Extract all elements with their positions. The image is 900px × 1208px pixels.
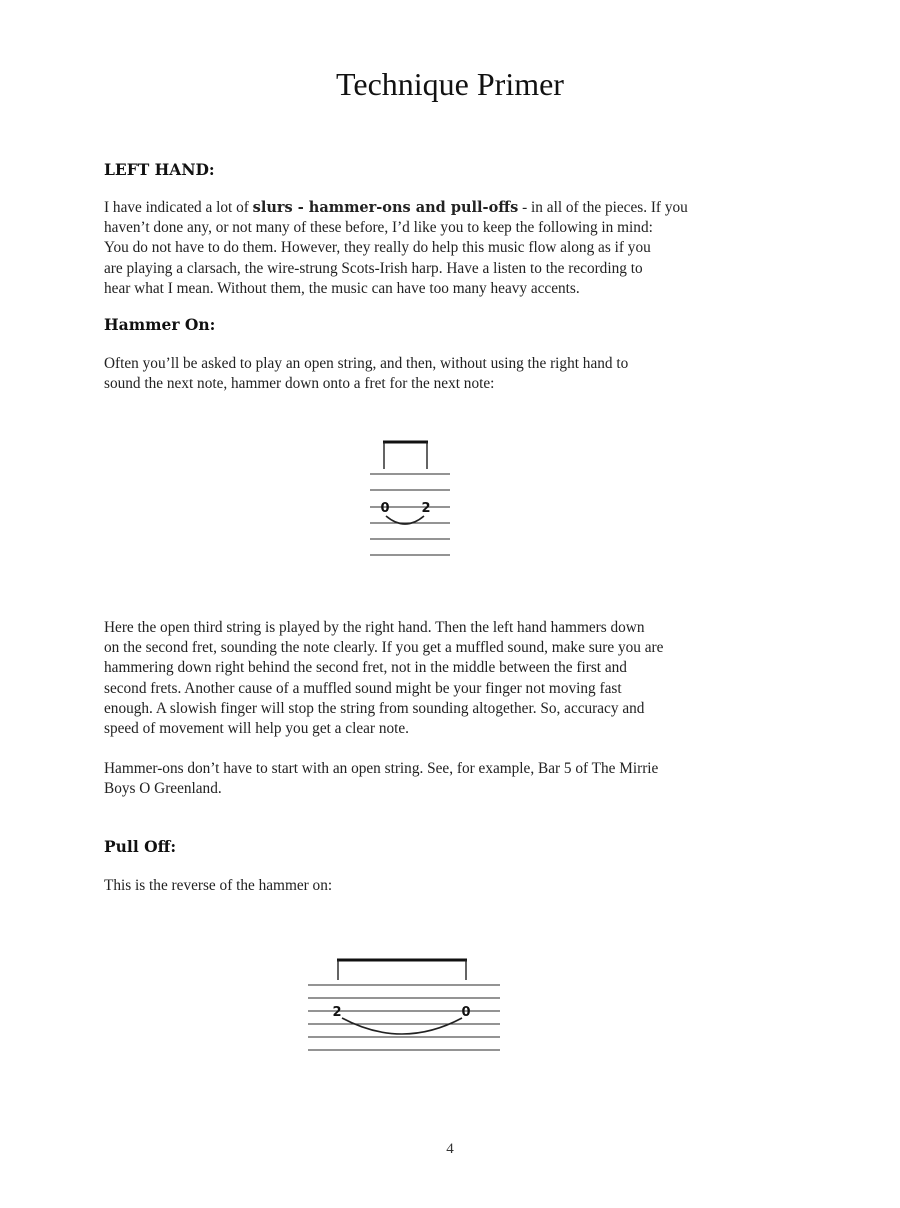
text-line: Boys O Greenland. <box>104 780 222 798</box>
left-hand-paragraph <box>104 198 804 299</box>
hammer-on-explanation <box>104 618 804 739</box>
hammer-on-heading: Hammer On: <box>104 315 216 334</box>
text-line: on the second fret, sounding the note clearly. If you get a muffled sound, make sure you are <box>104 639 664 657</box>
text-line: Often you’ll be asked to play an open string, and then, without using the right hand to <box>104 355 629 372</box>
text-span: I have indicated a lot of <box>104 199 253 216</box>
text-line: You do not have to do them. However, they really do help this music flow along as if you <box>104 239 651 257</box>
fret-number: 0 <box>380 501 390 516</box>
fret-number: 2 <box>332 1005 342 1020</box>
text-line <box>104 198 804 218</box>
text-line: second frets. Another cause of a muffled sound might be your finger not moving fast <box>104 679 622 697</box>
text-line: haven’t done any, or not many of these before, I’d like you to keep the following in mind: <box>104 219 653 237</box>
fret-number: 2 <box>421 501 431 516</box>
pull-off-tab-diagram <box>300 950 510 1060</box>
page-number: 4 <box>446 1141 454 1157</box>
pull-off-heading: Pull Off: <box>104 837 177 856</box>
text-line: Hammer-ons don’t have to start with an open string. See, for example, Bar 5 of The Mirrie <box>104 760 659 777</box>
text-line: hear what I mean. Without them, the music can have too many heavy accents. <box>104 279 580 297</box>
left-hand-heading: LEFT HAND: <box>104 160 215 179</box>
text-line: speed of movement will help you get a clear note. <box>104 720 409 738</box>
hammer-on-tab-diagram <box>360 432 460 562</box>
fret-number: 0 <box>461 1005 471 1020</box>
text-line: are playing a clarsach, the wire-strung Scots-Irish harp. Have a listen to the recording to <box>104 259 643 277</box>
hammer-on-note <box>104 759 804 799</box>
text-line: Here the open third string is played by the right hand. Then the left hand hammers down <box>104 619 645 636</box>
hammer-on-intro <box>104 354 804 394</box>
text-line: sound the next note, hammer down onto a fret for the next note: <box>104 375 495 393</box>
text-span: - in all of the pieces. If you <box>518 199 688 216</box>
text-line: enough. A slowish finger will stop the string from sounding altogether. So, accuracy and <box>104 699 645 717</box>
slur-arc <box>342 1018 462 1034</box>
pull-off-intro: This is the reverse of the hammer on: <box>104 877 333 894</box>
page-title: Technique Primer <box>336 66 564 102</box>
bold-term: slurs - hammer-ons and pull-offs <box>252 199 519 216</box>
text-line: hammering down right behind the second fret, not in the middle between the first and <box>104 659 627 677</box>
